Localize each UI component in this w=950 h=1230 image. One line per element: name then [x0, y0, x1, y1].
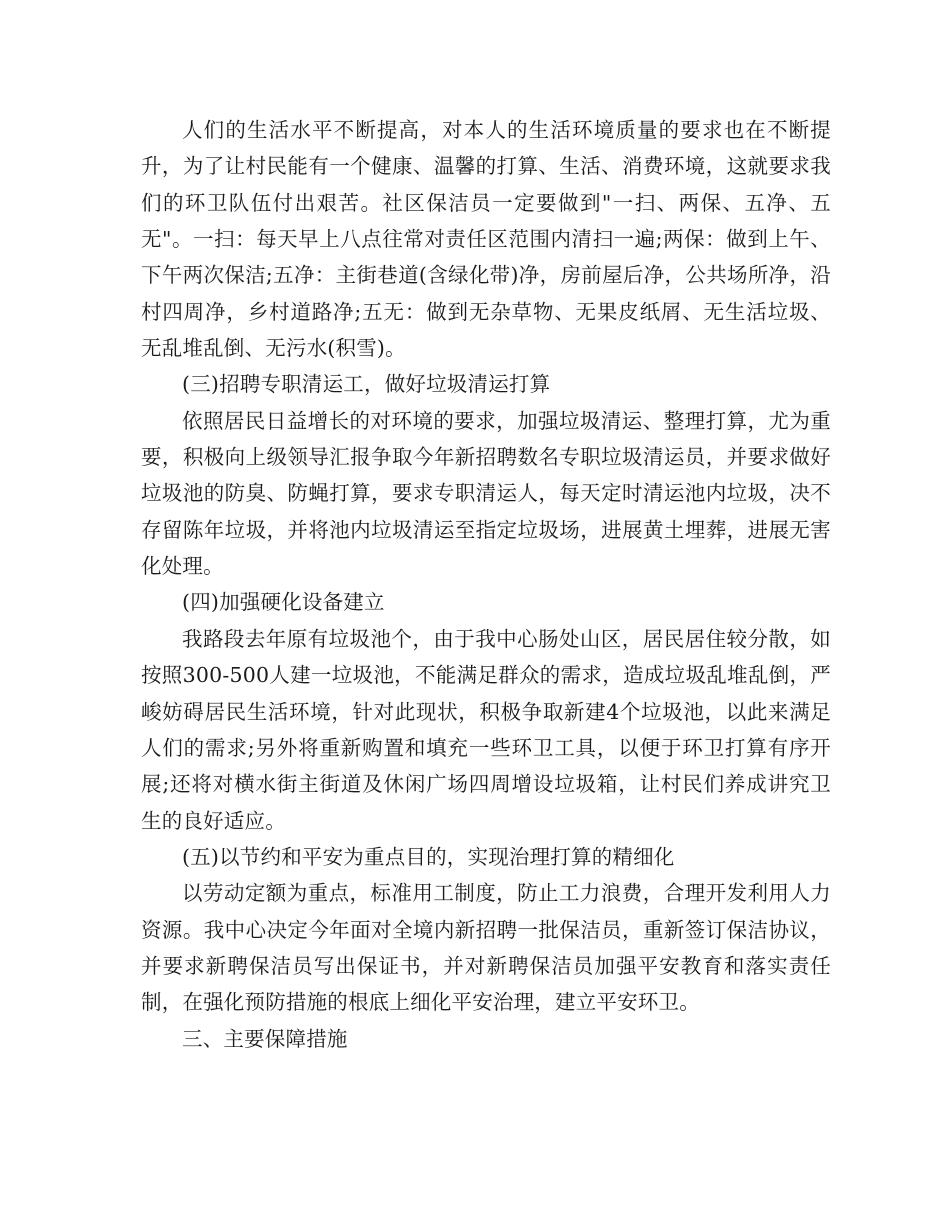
document-body	[141, 112, 831, 1057]
paragraph-facility-construction: 我路段去年原有垃圾池个，由于我中心肠处山区，居民居住较分散，如按照300-500人建一垃圾池，不能满足群众的需求，造成垃圾乱堆乱倒，严峻妨碍居民生活环境，针对此现状，积极争取新建4个垃圾池，以此来满足人们的需求;另外将重新购置和填充一些环卫工具，以便于环卫打算有序开展;还将对横水街主街道及休闲广场四周增设垃圾箱，让村民们养成讲究卫生的良好适应。	[141, 626, 831, 833]
paragraph-garbage-collection: 依照居民日益增长的对环境的要求，加强垃圾清运、整理打算，尤为重要，积极向上级领导汇报争取今年新招聘数名专职垃圾清运员，并要求做好垃圾池的防臭、防蝇打算，要求专职清运人，每天定时清运池内垃圾，决不存留陈年垃圾，并将池内垃圾清运至指定垃圾场，进展黄土埋葬，进展无害化处理。	[141, 408, 831, 579]
section-heading-4: (四)加强硬化设备建立	[182, 590, 385, 615]
section-heading-5: (五)以节约和平安为重点目的，实现治理打算的精细化	[182, 844, 675, 869]
section-heading-3: (三)招聘专职清运工，做好垃圾清运打算	[182, 372, 551, 397]
paragraph-management-refinement: 以劳动定额为重点，标准用工制度，防止工力浪费，合理开发利用人力资源。我中心决定今年面对全境内新招聘一批保洁员，重新签订保洁协议，并要求新聘保洁员写出保证书，并对新聘保洁员加强平安教育和落实责任制，在强化预防措施的根底上细化平安治理，建立平安环卫。	[141, 881, 831, 1015]
section-heading-safeguards: 三、主要保障措施	[182, 1026, 348, 1051]
paragraph-sanitation-standards: 人们的生活水平不断提高，对本人的生活环境质量的要求也在不断提升，为了让村民能有一个健康、温馨的打算、生活、消费环境，这就要求我们的环卫队伍付出艰苦。社区保洁员一定要做到"一扫、两保、五净、五无"。一扫：每天早上八点往常对责任区范围内清扫一遍;两保：做到上午、下午两次保洁;五净：主街巷道(含绿化带)净，房前屋后净，公共场所净，沿村四周净，乡村道路净;五无：做到无杂草物、无果皮纸屑、无生活垃圾、无乱堆乱倒、无污水(积雪)。	[141, 118, 831, 361]
